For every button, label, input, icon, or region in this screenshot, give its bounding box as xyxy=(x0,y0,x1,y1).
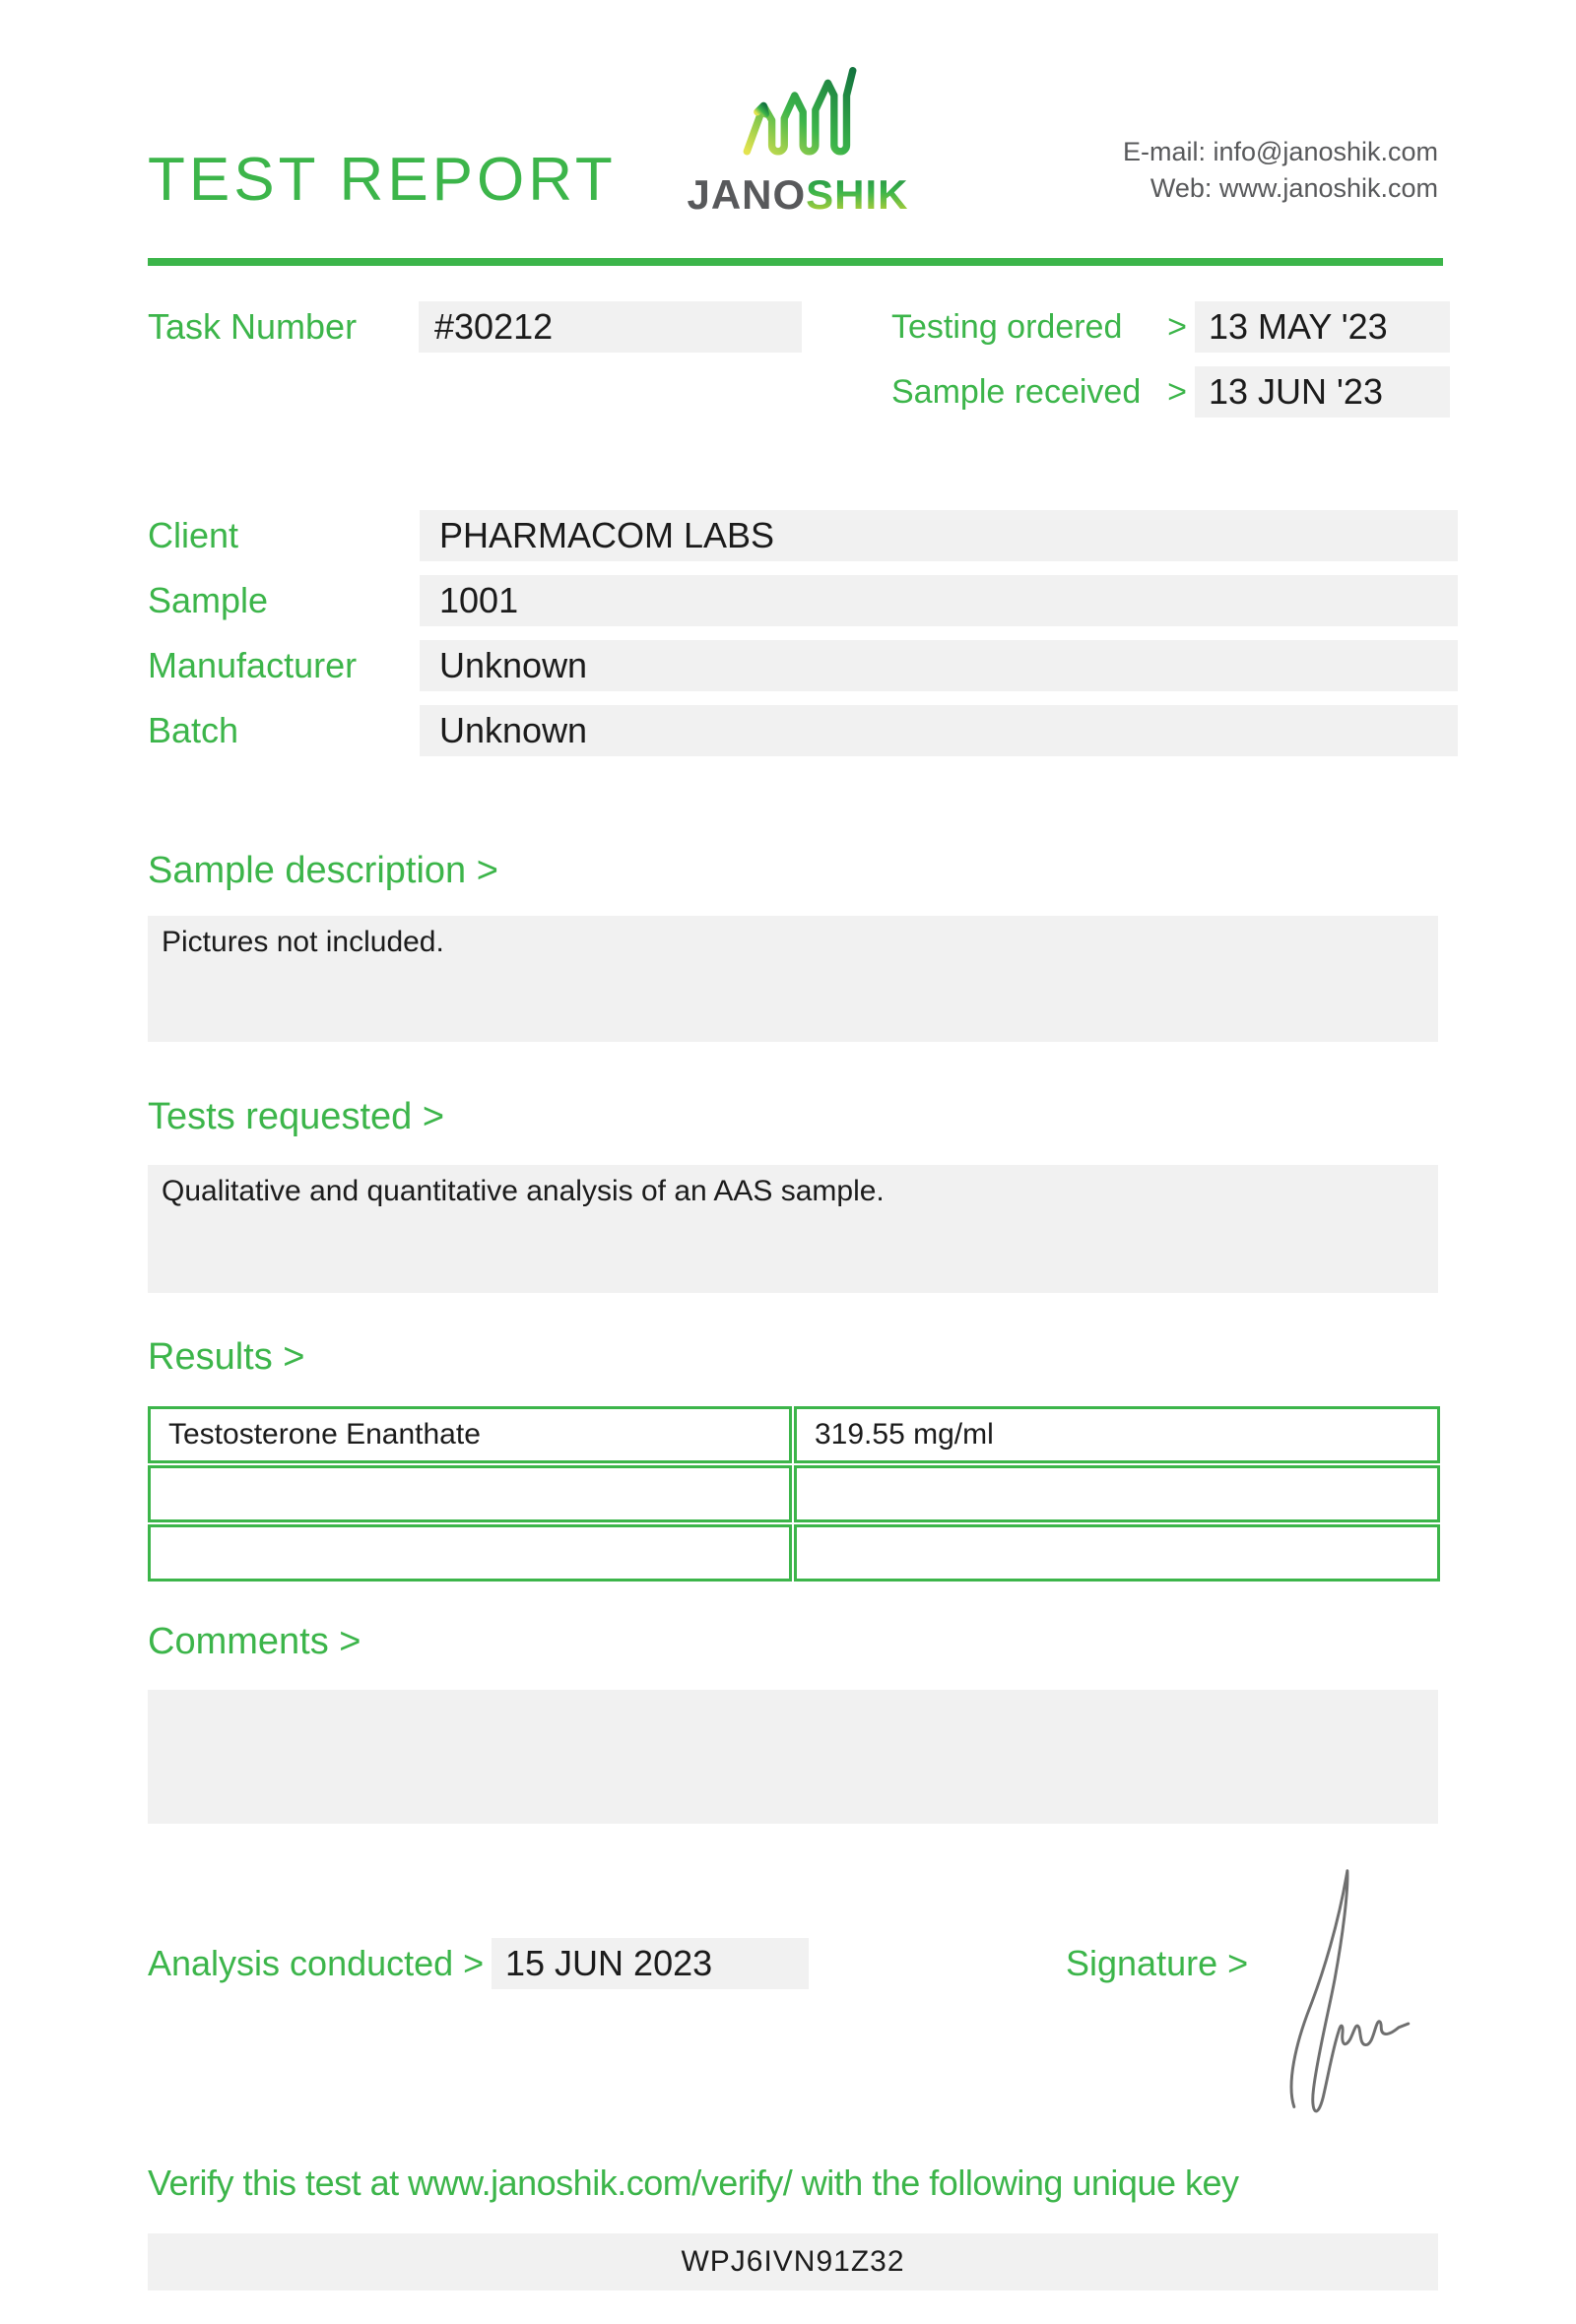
task-number-label: Task Number xyxy=(148,306,358,347)
results-heading: Results > xyxy=(148,1336,305,1378)
task-number-value: #30212 xyxy=(419,301,802,353)
sample-description-heading: Sample description > xyxy=(148,850,498,891)
testing-ordered-arrow: > xyxy=(1167,307,1187,346)
sample-received-value: 13 JUN '23 xyxy=(1195,366,1450,418)
signature-scribble xyxy=(1266,1853,1413,2134)
comments-box xyxy=(148,1690,1438,1824)
result-concentration xyxy=(794,1524,1440,1582)
web-line xyxy=(1123,170,1438,207)
testing-ordered-value: 13 MAY '23 xyxy=(1195,301,1450,353)
testing-ordered-label: Testing ordered xyxy=(891,307,1123,346)
table-row xyxy=(148,1524,1440,1582)
sample-received-label: Sample received xyxy=(891,372,1142,411)
wordmark-gray: JANO xyxy=(687,171,807,218)
contact-block xyxy=(1123,134,1438,207)
analysis-conducted-value: 15 JUN 2023 xyxy=(492,1938,809,1989)
verify-instruction: Verify this test at www.janoshik.com/verify/ with the following unique key xyxy=(148,2163,1239,2203)
wordmark-green: SHIK xyxy=(806,171,909,218)
web-label: Web: xyxy=(1149,173,1219,203)
header-divider xyxy=(148,258,1443,266)
analysis-conducted-label: Analysis conducted > xyxy=(148,1943,485,1983)
batch-label: Batch xyxy=(148,710,239,750)
page-title: TEST REPORT xyxy=(148,146,617,214)
result-concentration xyxy=(794,1465,1440,1522)
tests-requested-heading: Tests requested > xyxy=(148,1096,445,1137)
web-value: www.janoshik.com xyxy=(1218,173,1438,203)
result-substance xyxy=(148,1465,792,1522)
table-row xyxy=(148,1465,1440,1522)
janoshik-growth-chart-icon xyxy=(741,63,857,169)
tests-requested-box: Qualitative and quantitative analysis of an AAS sample. xyxy=(148,1165,1438,1293)
email-label: E-mail: xyxy=(1122,137,1214,166)
client-label: Client xyxy=(148,515,239,555)
email-value: info@janoshik.com xyxy=(1213,137,1438,166)
sample-value: 1001 xyxy=(420,575,1458,626)
comments-heading: Comments > xyxy=(148,1621,361,1662)
signature-label: Signature > xyxy=(1066,1943,1249,1983)
manufacturer-value: Unknown xyxy=(420,640,1458,691)
result-substance: Testosterone Enanthate xyxy=(148,1406,792,1463)
result-substance xyxy=(148,1524,792,1582)
client-value: PHARMACOM LABS xyxy=(420,510,1458,561)
sample-received-row xyxy=(891,366,1187,418)
sample-received-arrow: > xyxy=(1167,372,1187,411)
verify-key: WPJ6IVN91Z32 xyxy=(148,2233,1438,2291)
result-concentration: 319.55 mg/ml xyxy=(794,1406,1440,1463)
sample-description-box: Pictures not included. xyxy=(148,916,1438,1042)
manufacturer-label: Manufacturer xyxy=(148,645,358,685)
email-line xyxy=(1123,134,1438,170)
batch-value: Unknown xyxy=(420,705,1458,756)
sample-label: Sample xyxy=(148,580,269,620)
table-row xyxy=(148,1406,1440,1463)
results-table xyxy=(148,1406,1440,1583)
janoshik-wordmark xyxy=(680,171,916,219)
testing-ordered-row xyxy=(891,301,1187,353)
